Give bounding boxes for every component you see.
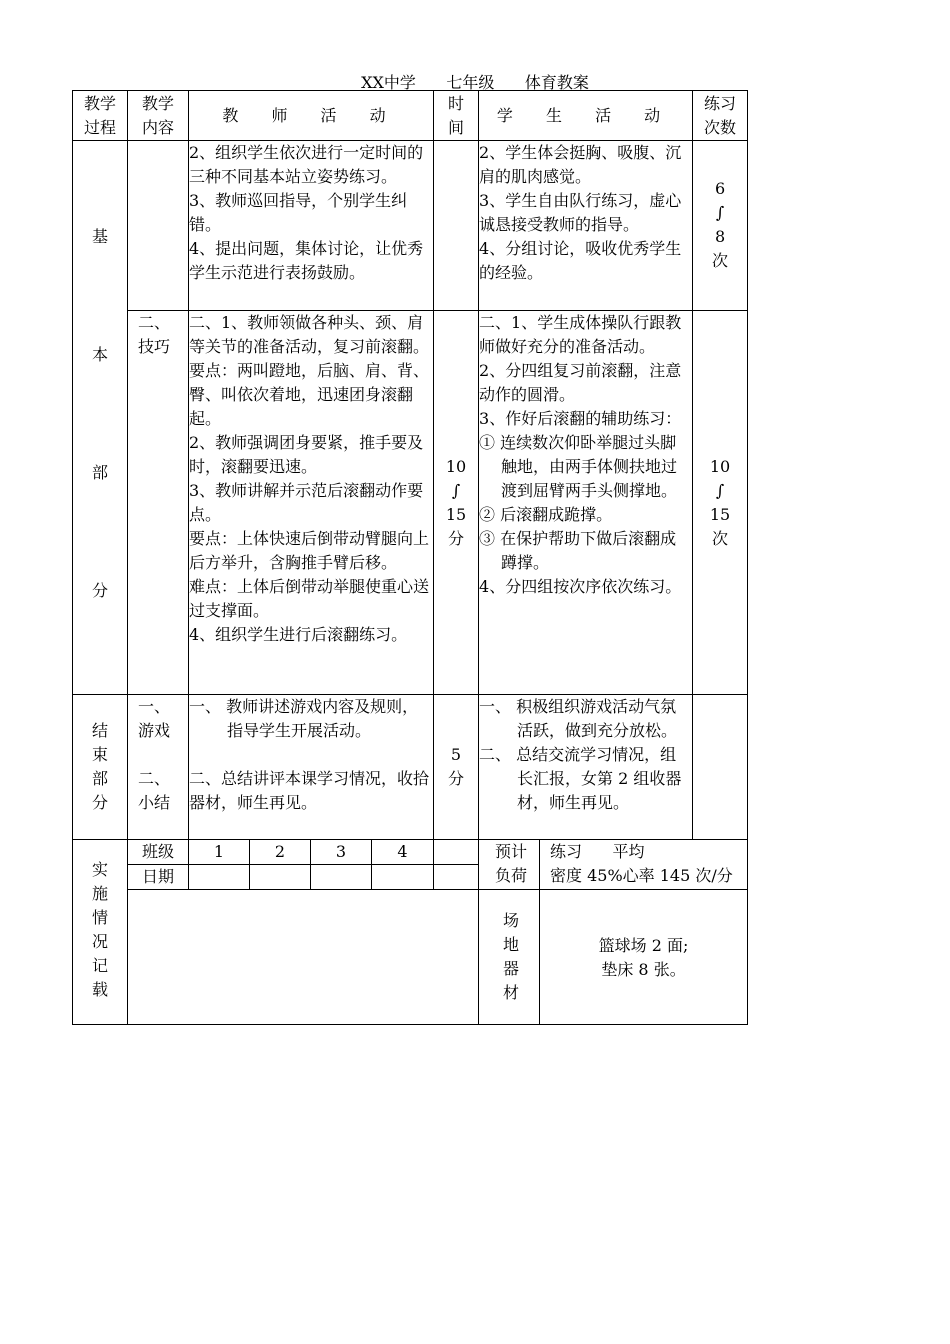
date-1 xyxy=(189,865,250,890)
header-teacher-activity: 教 师 活 动 xyxy=(189,91,434,141)
section-record: 实 施 情 况 记 载 xyxy=(73,840,128,1025)
header-reps: 练习次数 xyxy=(693,91,748,141)
header-row xyxy=(73,91,748,141)
teacher-activity-end: 一、 教师讲述游戏内容及规则，指导学生开展活动。 二、总结讲评本课学习情况，收拾器材，师生再见。 xyxy=(189,695,434,840)
header-time: 时间 xyxy=(434,91,479,141)
class-4: 4 xyxy=(372,840,434,865)
basic-row-2 xyxy=(73,311,748,695)
basic-row-1 xyxy=(73,141,748,311)
class-3: 3 xyxy=(311,840,372,865)
reps-cell-2: 10 ∫ 15 次 xyxy=(693,311,748,695)
student-item-1: ① 连续数次仰卧举腿过头脚触地，由两手体侧扶地过渡到屈臂两手头侧撑地。 xyxy=(479,433,678,500)
class-1: 1 xyxy=(189,840,250,865)
student-activity-end: 一、 积极组织游戏活动气氛活跃，做到充分放松。 二、 总结交流学习情况，组长汇报，女第 2 组收器材，师生再见。 xyxy=(479,695,693,840)
venue-value: 篮球场 2 面; 垫床 8 张。 xyxy=(540,890,748,1025)
reps-cell-end xyxy=(693,695,748,840)
record-notes xyxy=(128,890,479,1025)
class-blank xyxy=(434,840,479,865)
date-3 xyxy=(311,865,372,890)
student-item-3: ③ 在保护帮助下做后滚翻成蹲撑。 xyxy=(479,529,677,572)
time-cell-2: 10 ∫ 15 分 xyxy=(434,311,479,695)
section-end: 结 束 部 分 xyxy=(73,695,128,840)
student-item-2: ② 后滚翻成跪撑。 xyxy=(479,505,613,524)
content-cell-empty xyxy=(128,141,189,311)
header-content: 教学内容 xyxy=(128,91,189,141)
teacher-activity-1: 2、组织学生依次进行一定时间的三种不同基本站立姿势练习。 3、教师巡回指导，个别学生纠错。 4、提出问题，集体讨论，让优秀学生示范进行表扬鼓励。 xyxy=(189,141,434,311)
teacher-activity-2: 二、1、教师领做各种头、颈、肩等关节的准备活动，复习前滚翻。 要点：两叫蹬地，后脑、肩、背、臀、叫依次着地，迅速团身滚翻起。 2、教师强调团身要紧，推手要及时，滚翻要迅速。 3、教师讲解并示范后滚翻动作要点。 要点：上体快速后倒带动臂腿向上后方举升，含胸推手臂后移。 难点：上体后倒带动举腿使重心送过支撑面。 4、组织学生进行后滚翻练习。 xyxy=(189,311,434,695)
date-blank xyxy=(434,865,479,890)
student-activity-2: 二、1、学生成体操队行跟教师做好充分的准备活动。 2、分四组复习前滚翻，注意动作的圆滑。 3、作好后滚翻的辅助练习： ① 连续数次仰卧举腿过头脚触地，由两手体侧扶地过渡到屈臂两手头侧撑地。 ② 后滚翻成跪撑。 ③ 在保护帮助下做后滚翻成蹲撑。 4、分四组按次序依次练习。 xyxy=(479,311,693,695)
lesson-plan-table xyxy=(72,90,748,1025)
class-2: 2 xyxy=(250,840,311,865)
date-4 xyxy=(372,865,434,890)
date-2 xyxy=(250,865,311,890)
header-student-activity: 学 生 活 动 xyxy=(479,91,693,141)
record-class-row xyxy=(73,840,748,865)
page-title: XX中学 七年级 体育教案 xyxy=(361,73,589,92)
header-process: 教学过程 xyxy=(73,91,128,141)
class-label: 班级 xyxy=(128,840,189,865)
load-value: 练习 平均 密度 45%心率 145 次/分 xyxy=(540,840,748,890)
venue-label: 场 地 器 材 xyxy=(479,890,540,1025)
content-skills: 二、 技巧 xyxy=(128,311,189,695)
time-cell-end: 5 分 xyxy=(434,695,479,840)
content-end: 一、 游戏 二、 小结 xyxy=(128,695,189,840)
student-activity-1: 2、学生体会挺胸、吸腹、沉肩的肌肉感觉。 3、学生自由队行练习，虚心诚恳接受教师的指导。 4、分组讨论，吸收优秀学生的经验。 xyxy=(479,141,693,311)
time-cell-1 xyxy=(434,141,479,311)
date-label: 日期 xyxy=(128,865,189,890)
load-label: 预计 负荷 xyxy=(479,840,540,890)
end-row xyxy=(73,695,748,840)
record-notes-row xyxy=(73,890,748,1025)
section-basic: 基 本 部 分 xyxy=(73,141,128,695)
reps-cell-1: 6 ∫ 8 次 xyxy=(693,141,748,311)
